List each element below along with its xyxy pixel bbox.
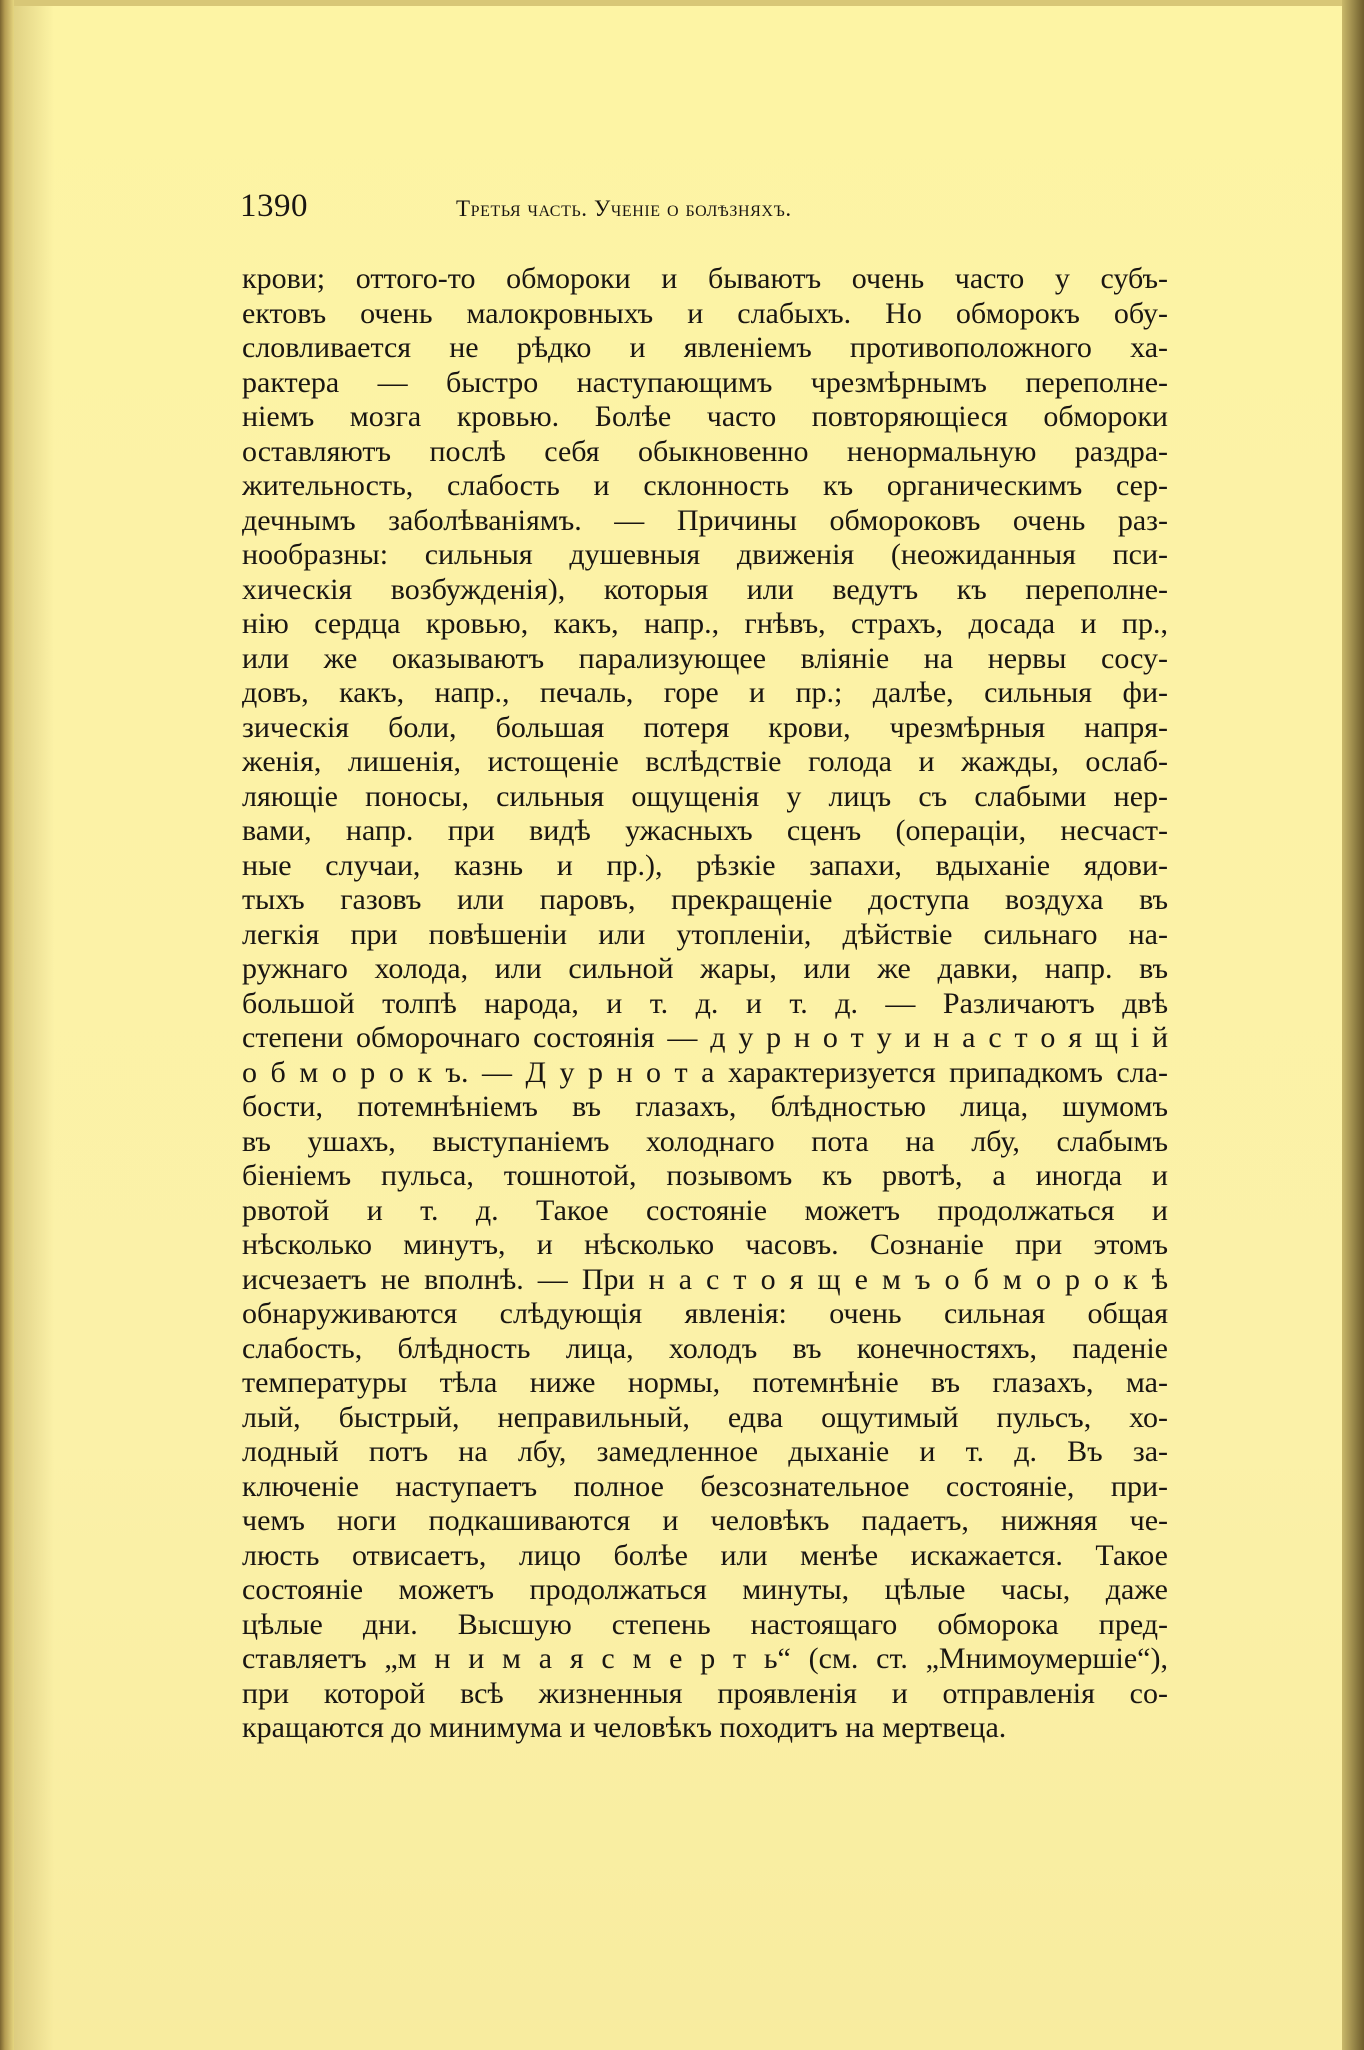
- running-head: Третья часть. Ученіе о болѣзняхъ.: [456, 196, 792, 221]
- text-line: люсть отвисаетъ, лицо болѣе или менѣе искажается. Такое: [242, 1538, 1168, 1572]
- text-line: нѣсколько минутъ, и нѣсколько часовъ. Сознаніе при этомъ: [242, 1228, 1168, 1261]
- text-line: ектовъ очень малокровныхъ и слабыхъ. Но обморокъ обу-: [242, 296, 1168, 330]
- text-line: біеніемъ пульса, тошнотой, позывомъ къ рвотѣ, а иногда и: [242, 1159, 1168, 1192]
- text-line: или же оказываютъ парализующее вліяніе на нервы сосу-: [242, 641, 1168, 675]
- text-line: температуры тѣла ниже нормы, потемнѣніе въ глазахъ, ма-: [242, 1366, 1168, 1399]
- text-line: дечнымъ заболѣваніямъ. — Причины обмороковъ очень раз-: [242, 503, 1168, 537]
- text-line: крови; оттого-то обмороки и бываютъ очень часто у субъ-: [242, 262, 1168, 295]
- text-line: кращаются до минимума и человѣкъ походитъ на мертвеца.: [242, 1711, 1007, 1744]
- text-line: состояніе можетъ продолжаться минуты, цѣлые часы, даже: [242, 1573, 1168, 1606]
- text-line: ружнаго холода, или сильной жары, или же давки, напр. въ: [242, 952, 1168, 985]
- text-line: бости, потемнѣніемъ въ глазахъ, блѣдностью лица, шумомъ: [242, 1090, 1168, 1123]
- text-line: слабость, блѣдность лица, холодъ въ конечностяхъ, паденіе: [242, 1331, 1168, 1365]
- text-line: ставляетъ „м н и м а я с м е р т ь“ (см. ст. „Мнимоумершіе“),: [242, 1642, 1168, 1675]
- text-line: въ ушахъ, выступаніемъ холоднаго пота на лбу, слабымъ: [242, 1124, 1168, 1158]
- text-line: ніемъ мозга кровью. Болѣе часто повторяющіеся обмороки: [242, 400, 1168, 433]
- text-line: довъ, какъ, напр., печаль, горе и пр.; далѣе, сильныя фи-: [242, 676, 1168, 709]
- text-line: вами, напр. при видѣ ужасныхъ сценъ (операціи, несчаст-: [242, 814, 1168, 847]
- text-line: нію сердца кровью, какъ, напр., гнѣвъ, страхъ, досада и пр.,: [242, 607, 1168, 640]
- text-line: словливается не рѣдко и явленіемъ противоположного ха-: [242, 331, 1168, 364]
- text-line: жительность, слабость и склонность къ органическимъ сер-: [242, 469, 1168, 502]
- page-header: [240, 188, 1175, 236]
- text-line: исчезаетъ не вполнѣ. — При н а с т о я щ е м ъ о б м о р о к ѣ: [242, 1262, 1168, 1296]
- text-line: ключеніе наступаетъ полное безсознательное состояніе, при-: [242, 1469, 1168, 1503]
- text-line: обнаруживаются слѣдующія явленія: очень сильная общая: [242, 1297, 1168, 1330]
- page-binding-edge: [0, 0, 14, 2050]
- text-line: легкія при повѣшеніи или утопленіи, дѣйствіе сильнаго на-: [242, 917, 1168, 951]
- text-line: лодный потъ на лбу, замедленное дыханіе и т. д. Въ за-: [242, 1435, 1168, 1468]
- page-top-edge: [14, 0, 1342, 6]
- text-line: чемъ ноги подкашиваются и человѣкъ падаетъ, нижняя че-: [242, 1504, 1168, 1537]
- text-line: лый, быстрый, неправильный, едва ощутимый пульсъ, хо-: [242, 1400, 1168, 1434]
- text-line: ные случаи, казнь и пр.), рѣзкіе запахи, вдыханіе ядови-: [242, 848, 1168, 882]
- text-line: хическія возбужденія), которыя или ведутъ къ переполне-: [242, 572, 1168, 606]
- text-line: рвотой и т. д. Такое состояніе можетъ продолжаться и: [242, 1193, 1168, 1227]
- text-line: о б м о р о к ъ. — Д у р н о т а характеризуется припадкомъ сла-: [242, 1055, 1168, 1089]
- text-line: тыхъ газовъ или паровъ, прекращеніе доступа воздуха въ: [242, 883, 1168, 916]
- page-number: 1390: [240, 188, 308, 224]
- text-line: рактера — быстро наступающимъ чрезмѣрнымъ переполне-: [242, 365, 1168, 399]
- text-line: цѣлые дни. Высшую степень настоящаго обморока пред-: [242, 1607, 1168, 1641]
- text-line: степени обморочнаго состоянія — д у р н о т у и н а с т о я щ і й: [242, 1021, 1168, 1054]
- page-gutter-shadow: [14, 0, 54, 2050]
- text-line: женія, лишенія, истощеніе вслѣдствіе голода и жажды, ослаб-: [242, 745, 1168, 778]
- text-line: зическія боли, большая потеря крови, чрезмѣрныя напря-: [242, 710, 1168, 744]
- text-line: нообразны: сильныя душевныя движенія (неожиданныя пси-: [242, 538, 1168, 571]
- text-line: при которой всѣ жизненныя проявленія и отправленія со-: [242, 1676, 1168, 1710]
- text-line: большой толпѣ народа, и т. д. и т. д. — Различаютъ двѣ: [242, 986, 1168, 1020]
- text-line: ляющіе поносы, сильныя ощущенія у лицъ съ слабыми нер-: [242, 779, 1168, 813]
- body-text: [242, 262, 1168, 1746]
- page-right-edge: [1342, 0, 1364, 2050]
- text-line: оставляютъ послѣ себя обыкновенно ненормальную раздра-: [242, 434, 1168, 468]
